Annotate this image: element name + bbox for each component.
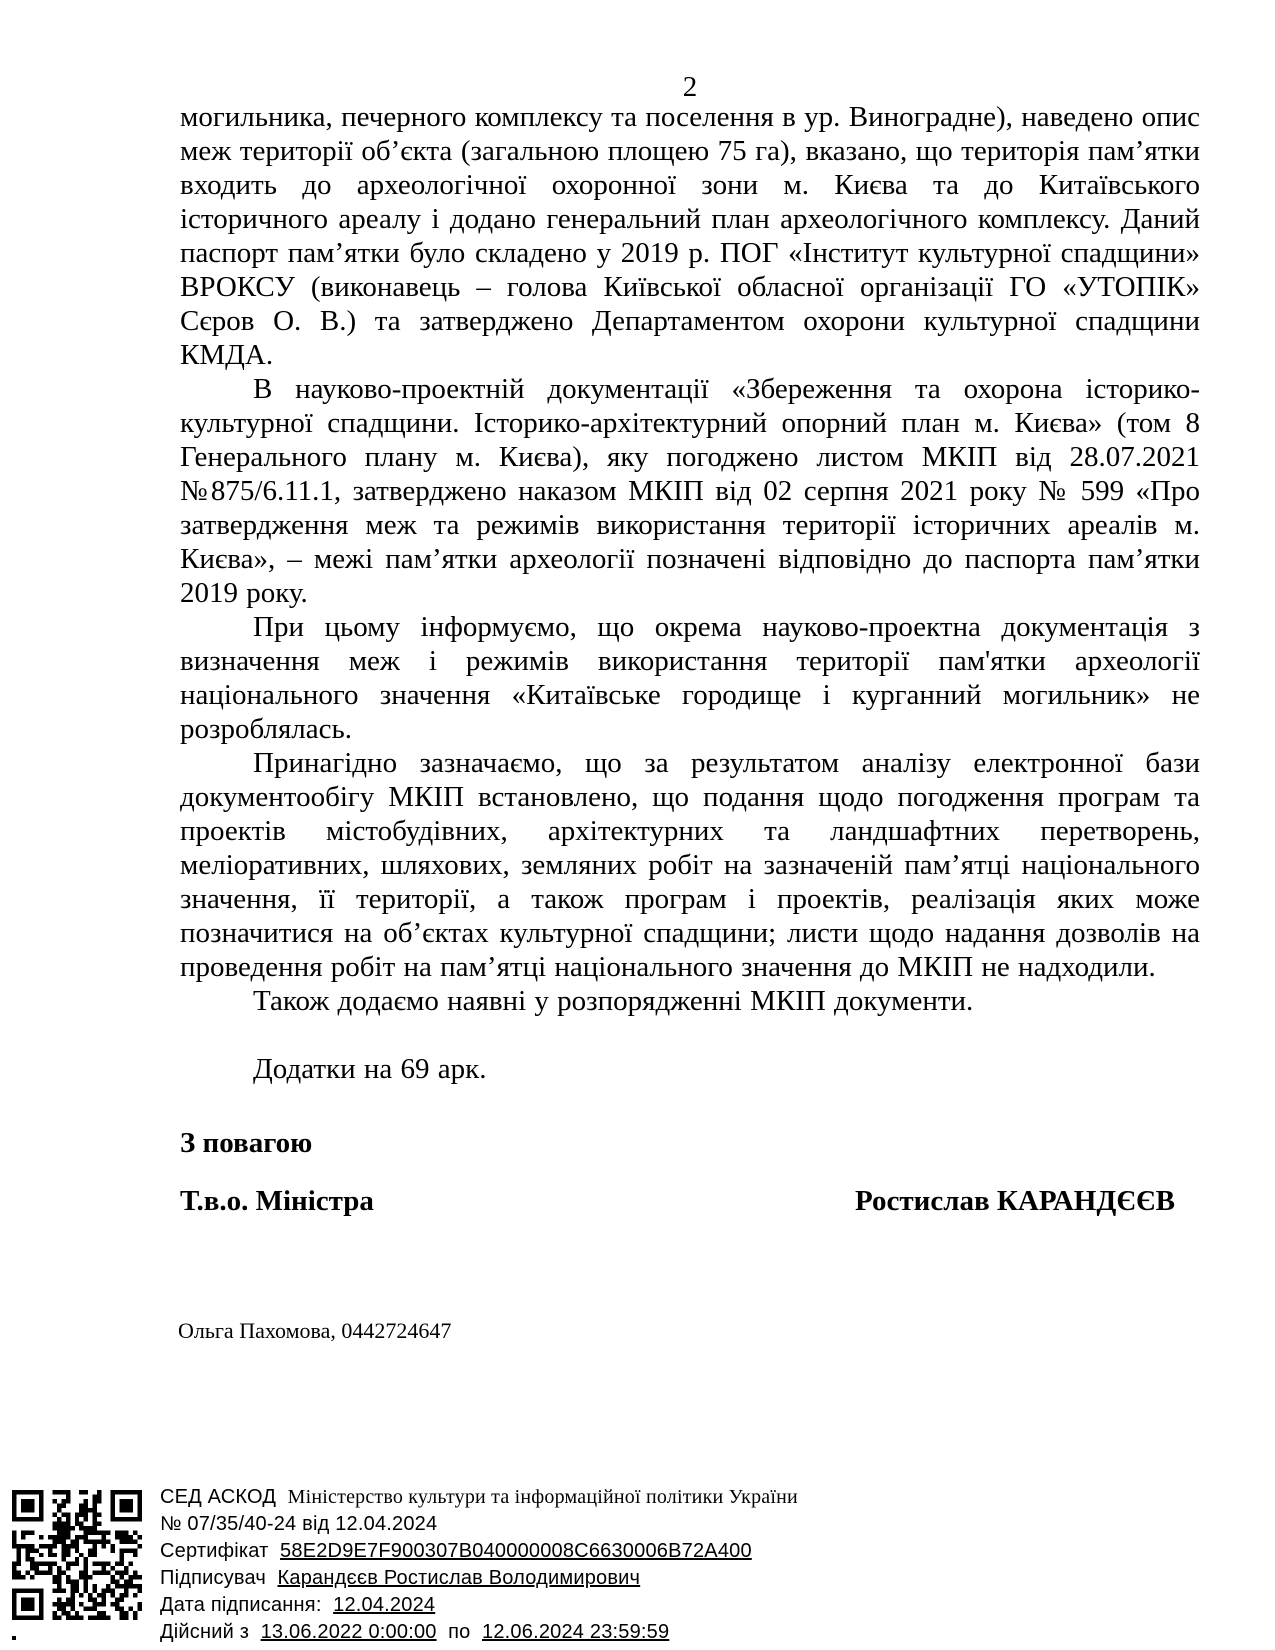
stamp-certificate-line (160, 1538, 880, 1565)
stamp-sign-date-line (160, 1592, 880, 1619)
paragraph: Також додаємо наявні у розпорядженні МКІП документи. (253, 985, 974, 1017)
sign-date-label: Дата підписання: (160, 1594, 322, 1616)
qr-code (12, 1490, 142, 1620)
signature-block (180, 1184, 1200, 1218)
scan-artifact-dot (12, 1636, 16, 1640)
paragraph: При цьому інформуємо, що окрема науково-проектна документація з визначення меж і режимів використання території пам'ятки археології національного значення «Китаївське городище і курганний могильник» не розроблялась. (180, 611, 1200, 745)
attachments-line: Додатки на 69 арк. (253, 1053, 487, 1085)
stamp-organization: Міністерство культури та інформаційної політики України (287, 1486, 798, 1508)
page-number: 2 (682, 71, 698, 103)
certificate-value: 58E2D9E7F900307B040000008C6630006B72A400 (280, 1540, 752, 1562)
stamp-signer-line (160, 1565, 880, 1592)
paragraph: В науково-проектній документації «Збереження та охорона історико-культурної спадщини. Історико-архітектурний опорний план м. Києва» (том 8 Генерального плану м. Києва), яку погоджено листом МКІП від 28.07.2021 №875/6.11.1, затверджено наказом МКІП від 02 серпня 2021 року № 599 «Про затвердження меж та режимів використання території історичних ареалів м. Києва», – межі пам’ятки археології позначені відповідно до паспорта пам’ятки 2019 року. (180, 373, 1200, 609)
signer-position: Т.в.о. Міністра (180, 1185, 374, 1217)
certificate-label: Сертифікат (160, 1540, 269, 1562)
paragraph: могильника, печерного комплексу та поселення в ур. Виноградне), наведено опис меж території об’єкта (загальною площею 75 га), вказано, що територія пам’ятки входить до археологічної охоронної зони м. Києва та до Китаївського історичного ареалу і додано генеральний план археологічного комплексу. Даний паспорт пам’ятки було складено у 2019 р. ПОГ «Інститут культурної спадщини» ВРОКСУ (виконавець – голова Київської обласної організації ГО «УТОПІК» Сєров О. В.) та затверджено Департаментом охорони культурної спадщини КМДА. (180, 101, 1200, 371)
validity-from: 13.06.2022 0:00:00 (260, 1621, 437, 1643)
digital-signature-stamp (160, 1484, 880, 1646)
stamp-header-line (160, 1484, 880, 1511)
closing-salutation: З повагою (180, 1127, 313, 1159)
paragraph: Принагідно зазначаємо, що за результатом аналізу електронної бази документообігу МКІП встановлено, що подання щодо погодження програм та проектів містобудівних, архітектурних та ландшафтних перетворень, меліоративних, шляхових, земляних робіт на зазначеній пам’ятці національного значення, її території, а також програм і проектів, реалізація яких може позначитися на об’єктах культурної спадщини; листи щодо надання дозволів на проведення робіт на пам’ятці національного значення до МКІП не надходили. (180, 747, 1200, 983)
stamp-doc-number: № 07/35/40-24 від 12.04.2024 (160, 1513, 438, 1535)
stamp-validity-line (160, 1619, 880, 1646)
stamp-system-name: СЕД АСКОД (160, 1486, 277, 1508)
executor-contact: Ольга Пахомова, 0442724647 (178, 1318, 452, 1343)
validity-connector: по (448, 1621, 471, 1643)
letter-body (180, 100, 1200, 1086)
signer-label: Підписувач (160, 1567, 266, 1589)
signer-name: Ростислав КАРАНДЄЄВ (855, 1185, 1175, 1217)
sign-date-value: 12.04.2024 (333, 1594, 436, 1616)
validity-label: Дійсний з (160, 1621, 250, 1643)
signer-value: Карандєєв Ростислав Володимирович (277, 1567, 641, 1589)
validity-to: 12.06.2024 23:59:59 (482, 1621, 670, 1643)
